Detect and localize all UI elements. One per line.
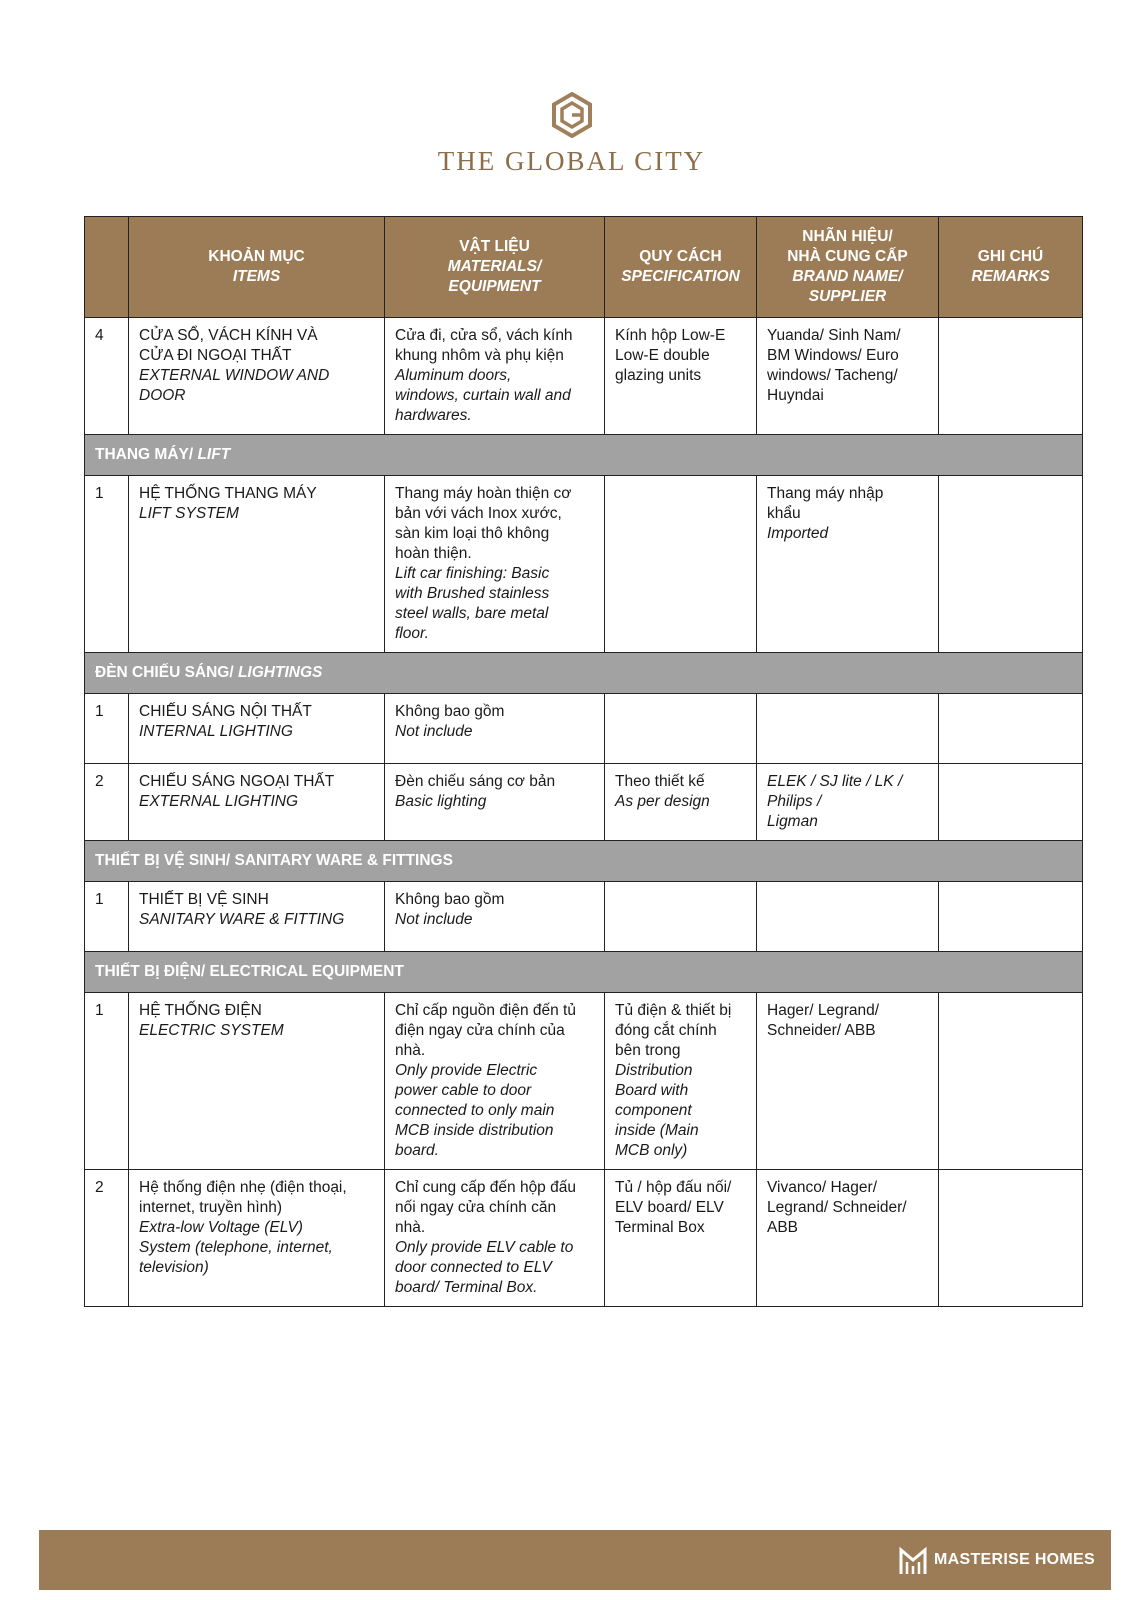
materials-vi-line: Chỉ cung cấp đến hộp đấu — [395, 1179, 576, 1196]
row-brand — [757, 318, 939, 435]
item-en-line: LIFT SYSTEM — [139, 505, 239, 522]
item-en-line: ELECTRIC SYSTEM — [139, 1022, 284, 1039]
item-en-line: EXTERNAL LIGHTING — [139, 793, 299, 810]
materials-en-line: Basic lighting — [395, 793, 487, 810]
materials-en-line: with Brushed stainless — [395, 585, 550, 602]
table-row — [85, 318, 1083, 435]
header-brand-vi-2: NHÀ CUNG CẤP — [787, 248, 908, 265]
item-vi-line: CHIẾU SÁNG NỘI THẤT — [139, 703, 312, 720]
spec-line: Low-E double — [615, 347, 710, 364]
materials-vi-line: khung nhôm và phụ kiện — [395, 347, 564, 364]
header-materials-en-2: EQUIPMENT — [448, 278, 541, 295]
item-vi-line: internet, truyền hình) — [139, 1199, 283, 1216]
header-remarks — [939, 217, 1083, 318]
header-brand-en-1: BRAND NAME/ — [792, 268, 903, 285]
row-remarks — [939, 882, 1083, 952]
brand-en-line: ELEK / SJ lite / LK / — [767, 773, 903, 790]
header-spec-vi: QUY CÁCH — [639, 248, 722, 265]
header-specification — [605, 217, 757, 318]
item-en-line: EXTERNAL WINDOW AND — [139, 367, 330, 384]
section-title-en: LIGHTINGS — [237, 664, 323, 681]
section-row-lightings — [85, 653, 1083, 694]
header-items-en: ITEMS — [232, 268, 281, 285]
materials-en-line: floor. — [395, 625, 429, 642]
spec-en-line: As per design — [615, 793, 710, 810]
materials-en-line: board. — [395, 1142, 439, 1159]
header-remarks-vi: GHI CHÚ — [977, 248, 1044, 265]
table-row — [85, 882, 1083, 952]
row-item — [129, 882, 385, 952]
materials-en-line: Lift car finishing: Basic — [395, 565, 550, 582]
hexagon-g-logo-icon — [549, 92, 595, 138]
row-number: 1 — [85, 882, 129, 952]
materials-en-line: hardwares. — [395, 407, 472, 424]
materials-vi-line: sàn kim loại thô không — [395, 525, 550, 542]
masterise-m-logo-icon — [898, 1544, 928, 1576]
materials-vi-line: nhà. — [395, 1219, 426, 1236]
footer-brand-name: MASTERISE HOMES — [934, 1551, 1095, 1568]
row-specification — [605, 993, 757, 1170]
spec-en-line: Board with — [615, 1082, 689, 1099]
section-row-electrical — [85, 952, 1083, 993]
brand-en-line: Ligman — [767, 813, 818, 830]
section-title-en: LIFT — [197, 446, 231, 463]
row-number: 1 — [85, 993, 129, 1170]
header-materials-en-1: MATERIALS/ — [447, 258, 542, 275]
materials-vi-line: Chỉ cấp nguồn điện đến tủ — [395, 1002, 576, 1019]
item-vi-line: CHIẾU SÁNG NGOẠI THẤT — [139, 773, 335, 790]
row-specification — [605, 764, 757, 841]
spec-en-line: inside (Main — [615, 1122, 699, 1139]
item-vi-line: HỆ THỐNG THANG MÁY — [139, 485, 317, 502]
item-vi-line: HỆ THỐNG ĐIỆN — [139, 1002, 262, 1019]
row-materials — [385, 694, 605, 764]
brand-line: Vivanco/ Hager/ — [767, 1179, 877, 1196]
brand-line: Huyndai — [767, 387, 824, 404]
item-en-line: SANITARY WARE & FITTING — [139, 911, 345, 928]
row-materials — [385, 993, 605, 1170]
row-brand — [757, 1170, 939, 1307]
header-materials-vi: VẬT LIỆU — [459, 238, 530, 255]
item-en-line: television) — [139, 1259, 209, 1276]
header-spec-en: SPECIFICATION — [621, 268, 740, 285]
materials-en-line: door connected to ELV — [395, 1259, 552, 1276]
header-remarks-en: REMARKS — [971, 268, 1050, 285]
materials-vi-line: Đèn chiếu sáng cơ bản — [395, 773, 556, 790]
item-vi-line: THIẾT BỊ VỆ SINH — [139, 891, 269, 908]
materials-en-line: steel walls, bare metal — [395, 605, 549, 622]
section-title-vi: ĐÈN CHIẾU SÁNG/ — [95, 664, 238, 681]
section-row-sanitary — [85, 841, 1083, 882]
row-brand — [757, 764, 939, 841]
materials-vi-line: Không bao gồm — [395, 891, 505, 908]
row-item — [129, 694, 385, 764]
row-brand — [757, 476, 939, 653]
materials-en-line: board/ Terminal Box. — [395, 1279, 538, 1296]
footer-bar — [39, 1530, 1111, 1590]
table-row — [85, 993, 1083, 1170]
row-number: 1 — [85, 476, 129, 653]
row-specification — [605, 318, 757, 435]
materials-en-line: MCB inside distribution — [395, 1122, 554, 1139]
header-materials — [385, 217, 605, 318]
spec-line: Terminal Box — [615, 1219, 705, 1236]
brand-line: Hager/ Legrand/ — [767, 1002, 880, 1019]
row-number: 2 — [85, 764, 129, 841]
spec-en-line: component — [615, 1102, 692, 1119]
specification-table — [84, 216, 1083, 1307]
item-vi-line: Hệ thống điện nhẹ (điện thoại, — [139, 1179, 347, 1196]
brand-line: Schneider/ ABB — [767, 1022, 876, 1039]
brand-name: THE GLOBAL CITY — [437, 146, 706, 176]
row-item — [129, 1170, 385, 1307]
spec-line: glazing units — [615, 367, 702, 384]
brand-en-line: Philips / — [767, 793, 822, 810]
item-vi-line: CỬA ĐI NGOẠI THẤT — [139, 347, 292, 364]
row-materials — [385, 764, 605, 841]
header-items — [129, 217, 385, 318]
row-materials — [385, 318, 605, 435]
row-specification — [605, 882, 757, 952]
row-remarks — [939, 318, 1083, 435]
spec-line: Tủ điện & thiết bị — [615, 1002, 732, 1019]
materials-en-line: power cable to door — [395, 1082, 532, 1099]
brand-en-line: Imported — [767, 525, 829, 542]
row-item — [129, 993, 385, 1170]
materials-en-line: Not include — [395, 911, 473, 928]
row-brand — [757, 694, 939, 764]
header-no — [85, 217, 129, 318]
materials-en-line: windows, curtain wall and — [395, 387, 571, 404]
materials-vi-line: bản với vách Inox xước, — [395, 505, 562, 522]
table-row — [85, 1170, 1083, 1307]
item-en-line: INTERNAL LIGHTING — [139, 723, 293, 740]
spec-line: Theo thiết kế — [615, 773, 705, 790]
brand-line: Thang máy nhập — [767, 485, 884, 502]
row-materials — [385, 476, 605, 653]
materials-vi-line: điện ngay cửa chính của — [395, 1022, 565, 1039]
brand-line: ABB — [767, 1219, 799, 1236]
materials-en-line: connected to only main — [395, 1102, 555, 1119]
header-brand-en-2: SUPPLIER — [808, 288, 887, 305]
header-brand-vi-1: NHÃN HIỆU/ — [802, 228, 893, 245]
table-row — [85, 476, 1083, 653]
materials-en-line: Not include — [395, 723, 473, 740]
row-specification — [605, 476, 757, 653]
item-en-line: Extra-low Voltage (ELV) — [139, 1219, 303, 1236]
spec-line: ELV board/ ELV — [615, 1199, 724, 1216]
spec-line: đóng cắt chính — [615, 1022, 717, 1039]
header-brand — [757, 217, 939, 318]
row-materials — [385, 1170, 605, 1307]
table-row — [85, 694, 1083, 764]
section-title — [85, 653, 1083, 694]
row-brand — [757, 993, 939, 1170]
materials-vi-line: Không bao gồm — [395, 703, 505, 720]
brand-line: Legrand/ Schneider/ — [767, 1199, 907, 1216]
row-specification — [605, 1170, 757, 1307]
materials-en-line: Only provide Electric — [395, 1062, 538, 1079]
row-remarks — [939, 764, 1083, 841]
brand-line: Yuanda/ Sinh Nam/ — [767, 327, 901, 344]
item-en-line: System (telephone, internet, — [139, 1239, 333, 1256]
row-materials — [385, 882, 605, 952]
row-remarks — [939, 694, 1083, 764]
table-row — [85, 764, 1083, 841]
row-remarks — [939, 993, 1083, 1170]
row-item — [129, 318, 385, 435]
row-number: 4 — [85, 318, 129, 435]
section-title: THIẾT BỊ ĐIỆN/ ELECTRICAL EQUIPMENT — [85, 952, 1083, 993]
section-title-vi: THANG MÁY/ — [95, 446, 198, 463]
footer-brand — [898, 1544, 1095, 1576]
materials-vi-line: Thang máy hoàn thiện cơ — [395, 485, 572, 502]
spec-line: Tủ / hộp đấu nối/ — [615, 1179, 732, 1196]
spec-line: Kính hộp Low-E — [615, 327, 726, 344]
row-remarks — [939, 1170, 1083, 1307]
brand-header — [0, 92, 1143, 177]
section-title: THIẾT BỊ VỆ SINH/ SANITARY WARE & FITTINGS — [85, 841, 1083, 882]
row-remarks — [939, 476, 1083, 653]
brand-line: khẩu — [767, 505, 801, 522]
header-items-vi: KHOẢN MỤC — [208, 248, 305, 265]
row-specification — [605, 694, 757, 764]
materials-vi-line: nối ngay cửa chính căn — [395, 1199, 557, 1216]
row-number: 1 — [85, 694, 129, 764]
section-title — [85, 435, 1083, 476]
row-brand — [757, 882, 939, 952]
spec-en-line: MCB only) — [615, 1142, 688, 1159]
table-header-row — [85, 217, 1083, 318]
item-vi-line: CỬA SỔ, VÁCH KÍNH VÀ — [139, 327, 318, 344]
row-item — [129, 476, 385, 653]
materials-vi-line: Cửa đi, cửa sổ, vách kính — [395, 327, 573, 344]
row-number: 2 — [85, 1170, 129, 1307]
brand-line: BM Windows/ Euro — [767, 347, 899, 364]
spec-en-line: Distribution — [615, 1062, 693, 1079]
materials-en-line: Only provide ELV cable to — [395, 1239, 574, 1256]
materials-vi-line: hoàn thiện. — [395, 545, 472, 562]
brand-line: windows/ Tacheng/ — [767, 367, 898, 384]
materials-vi-line: nhà. — [395, 1042, 426, 1059]
section-row-lift — [85, 435, 1083, 476]
item-en-line: DOOR — [139, 387, 186, 404]
materials-en-line: Aluminum doors, — [395, 367, 512, 384]
spec-line: bên trong — [615, 1042, 681, 1059]
row-item — [129, 764, 385, 841]
